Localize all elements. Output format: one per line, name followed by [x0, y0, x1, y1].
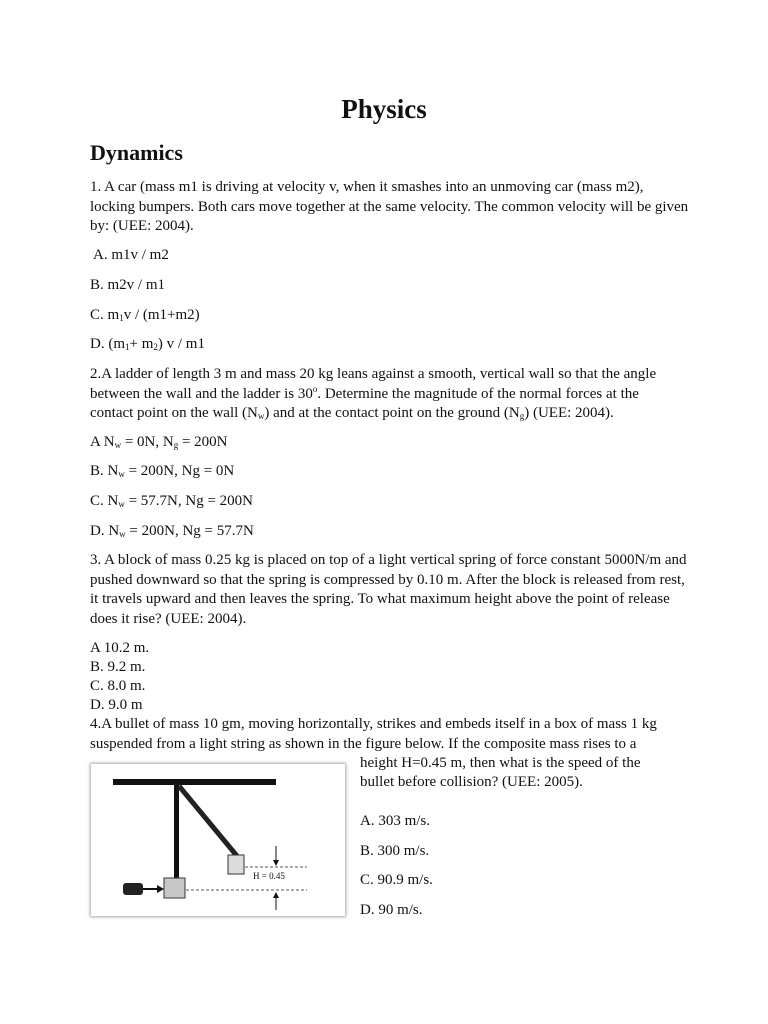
question-2-option-a: A $N_w = 0N$, $N_g = 200N$ — [90, 434, 228, 450]
box-raised — [228, 855, 244, 874]
question-3-option-d: D. 9.0 m — [90, 697, 143, 713]
question-1-option-c: C. $m_1v / (m1+m2)$ — [90, 307, 200, 323]
swung-string — [179, 786, 237, 856]
page-title: Physics — [341, 94, 427, 124]
question-4-line-4: bullet before collision? (UEE: 2005). — [360, 774, 583, 790]
section-heading: Dynamics — [90, 140, 183, 165]
question-1-option-a: A. m1v / m2 — [93, 247, 169, 263]
question-4-option-c: C. 90.9 m/s. — [360, 872, 433, 888]
question-2-option-c: C. $N_w = 57.7N$, Ng = 200N — [90, 493, 254, 509]
question-1-option-b: B. m2v / m1 — [90, 277, 166, 293]
bullet — [123, 883, 143, 895]
question-4-line-3: height H=0.45 m, then what is the speed of the — [360, 755, 641, 771]
question-4-line-1: 4.A bullet of mass 10 gm, moving horizontally, strikes and embeds itself in a box of mass 1 kg — [90, 716, 657, 732]
question-3-option-a: A 10.2 m. — [90, 640, 150, 656]
question-2-option-d: D. $N_w = 200N$, Ng = 57.7N — [90, 523, 254, 539]
height-label: H = 0.45 — [253, 871, 285, 881]
height-arrow-bottom-head — [273, 892, 279, 898]
question-4-line-2: suspended from a light string as shown in the figure below. If the composite mass rises to a — [90, 736, 637, 752]
ceiling-beam — [113, 779, 276, 785]
question-3-option-b: B. 9.2 m. — [90, 659, 146, 675]
ballistic-pendulum-figure — [91, 764, 345, 916]
vertical-string — [174, 785, 179, 883]
question-4-option-b: B. 300 m/s. — [360, 843, 430, 859]
question-4-option-a: A. 303 m/s. — [360, 813, 431, 829]
pendulum-diagram — [91, 764, 345, 916]
question-4-option-d: D. 90 m/s. — [360, 902, 423, 918]
question-2-option-b: B. $N_w = 200N$, Ng = 0N — [90, 463, 235, 479]
question-1-option-d: D. $(m_1+ m_2)$ v / m1 — [90, 336, 205, 352]
question-1-text: 1. A car (mass m1 is driving at velocity v, when it smashes into an unmoving car (mass m2), locking bumpers. Both cars move together at the same velocity. The common velocity will be given by: (UEE: 2004). — [90, 179, 689, 234]
height-arrow-top-head — [273, 860, 279, 866]
box-initial — [164, 878, 185, 898]
bullet-arrow-head — [157, 885, 164, 893]
question-2-text: 2.A ladder of length 3 m and mass 20 kg leans against a smooth, vertical wall so that the angle between the wall and the ladder is 30$^o$. Determine the magnitude of the normal forces at the contact point on the wall $(N_w)$ and at the contact point on the ground $(N_g)$ (UEE: 2004). — [90, 366, 657, 421]
question-3-text: 3. A block of mass 0.25 kg is placed on top of a light vertical spring of force constant 5000N/m and pushed downward so that the spring is compressed by 0.10 m. After the block is released from rest, it travels upward and then leaves the spring. To what maximum height above the point of release does it rise? (UEE: 2004). — [90, 552, 687, 627]
question-3-option-c: C. 8.0 m. — [90, 678, 146, 694]
